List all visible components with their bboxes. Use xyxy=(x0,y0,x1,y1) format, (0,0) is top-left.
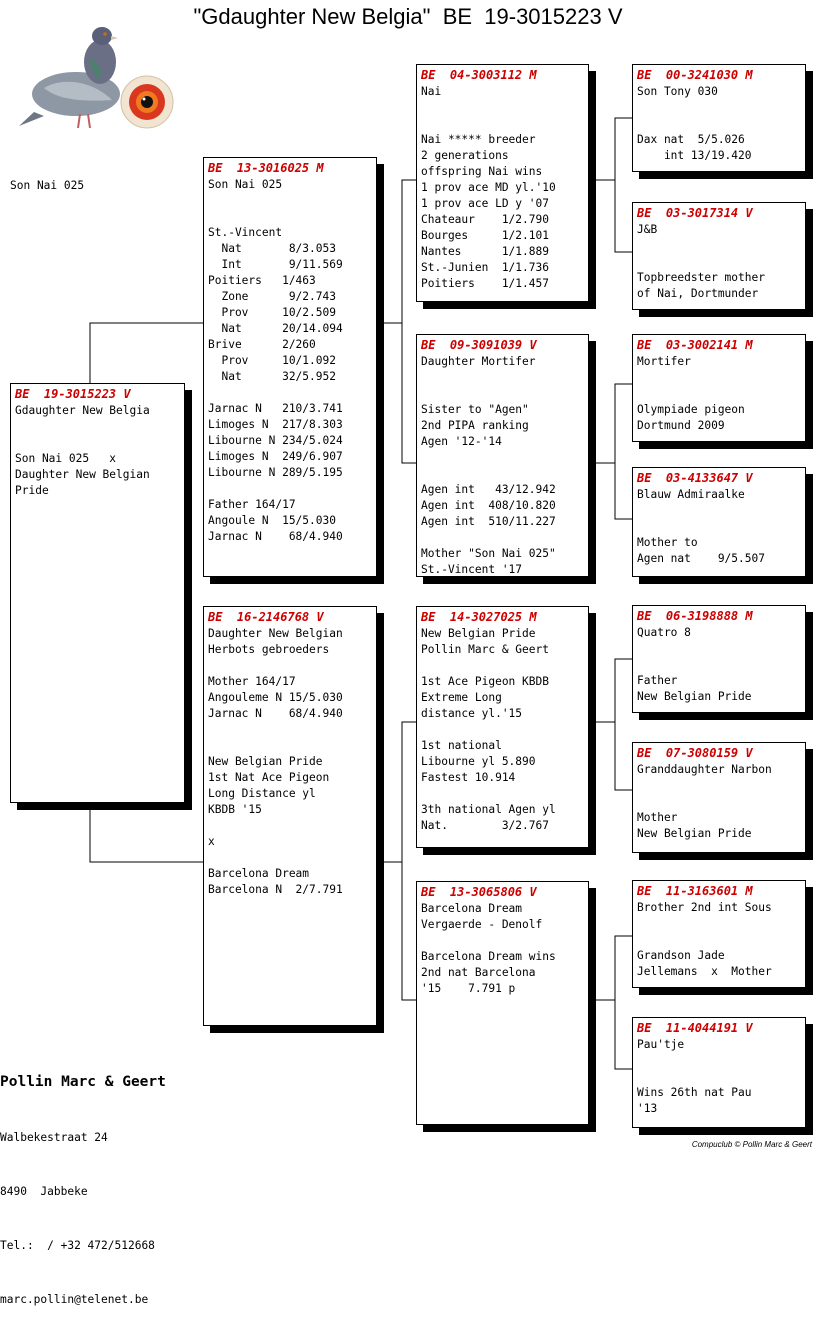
great-grandparent-card-5 xyxy=(632,605,806,713)
ring-number: BE 06-3198888 M xyxy=(637,609,753,623)
card-text: Nai Nai ***** breeder 2 generations offspring Nai wins 1 prov ace MD yl.'10 1 prov ace LD y '07 Chateaur 1/2.790 Bourges 1/2.101 Nantes 1/1.889 St.-Junien 1/1.736 Poitiers 1/1.457 xyxy=(421,85,556,290)
owner-name: Pollin Marc & Geert xyxy=(0,1074,166,1090)
pedigree-subject-card xyxy=(10,383,185,803)
ring-number: BE 03-3017314 V xyxy=(637,206,753,220)
great-grandparent-card-4 xyxy=(632,467,806,577)
ring-number: BE 07-3080159 V xyxy=(637,746,753,760)
owner-email: marc.pollin@telenet.be xyxy=(0,1293,149,1306)
card-text: Blauw Admiraalke Mother to Agen nat 9/5.507 xyxy=(637,488,765,565)
card-text: Son Nai 025 St.-Vincent Nat 8/3.053 Int 9/11.569 Poitiers 1/463 Zone 9/2.743 Prov 10/2.509 Nat 20/14.094 Brive 2/260 Prov 10/1.092 Nat 32/5.952 Jarnac N 210/3.741 Limoges N 217/8.303 Libourne N 234/5.024 Limoges N 249/6.907 Libourne N 289/5.195 Father 164/17 Angoule N 15/5.030 Jarnac N 68/4.940 xyxy=(208,178,343,543)
ring-number: BE 00-3241030 M xyxy=(637,68,753,82)
great-grandparent-card-3 xyxy=(632,334,806,442)
card-text: Daughter New Belgian Herbots gebroeders Mother 164/17 Angouleme N 15/5.030 Jarnac N 68/4.940 New Belgian Pride 1st Nat Ace Pigeon Long Distance yl KBDB '15 x Barcelona Dream Barcelona N 2/7.791 xyxy=(208,627,343,896)
card-text: Mortifer Olympiade pigeon Dortmund 2009 xyxy=(637,355,745,432)
card-text: Pau'tje Wins 26th nat Pau '13 xyxy=(637,1038,752,1115)
ring-number: BE 19-3015223 V xyxy=(15,387,131,401)
great-grandparent-card-7 xyxy=(632,880,806,988)
owner-street: Walbekestraat 24 xyxy=(0,1131,108,1144)
page-title: "Gdaughter New Belgia" BE 19-3015223 V xyxy=(193,4,623,29)
ring-number: BE 09-3091039 V xyxy=(421,338,537,352)
card-text: Brother 2nd int Sous Grandson Jade Jellemans x Mother xyxy=(637,901,772,978)
granddam-maternal-card xyxy=(416,881,589,1125)
great-grandparent-card-6 xyxy=(632,742,806,853)
ring-number: BE 11-4044191 V xyxy=(637,1021,753,1035)
grandsire-paternal-card xyxy=(416,64,589,302)
ring-number: BE 11-3163601 M xyxy=(637,884,753,898)
great-grandparent-card-2 xyxy=(632,202,806,310)
ring-number: BE 13-3065806 V xyxy=(421,885,537,899)
sire-name-note: Son Nai 025 xyxy=(10,179,85,192)
ring-number: BE 16-2146768 V xyxy=(208,610,324,624)
owner-phone: Tel.: / +32 472/512668 xyxy=(0,1239,155,1252)
sire-card xyxy=(203,157,377,577)
grandsire-maternal-card xyxy=(416,606,589,848)
owner-contact-block xyxy=(0,1034,166,1327)
footer-credit: Compuclub © Pollin Marc & Geert xyxy=(691,1140,812,1149)
card-text: Gdaughter New Belgia Son Nai 025 x Daughter New Belgian Pride xyxy=(15,404,150,497)
card-text: Quatro 8 Father New Belgian Pride xyxy=(637,626,752,703)
ring-number: BE 03-3002141 M xyxy=(637,338,753,352)
owner-city: 8490 Jabbeke xyxy=(0,1185,88,1198)
card-text: Barcelona Dream Vergaerde - Denolf Barcelona Dream wins 2nd nat Barcelona '15 7.791 p xyxy=(421,902,556,995)
card-text: New Belgian Pride Pollin Marc & Geert 1st Ace Pigeon KBDB Extreme Long distance yl.'15 1st national Libourne yl 5.890 Fastest 10.914 3th national Agen yl Nat. 3/2.767 xyxy=(421,627,556,832)
granddam-paternal-card xyxy=(416,334,589,577)
ring-number: BE 14-3027025 M xyxy=(421,610,537,624)
great-grandparent-card-8 xyxy=(632,1017,806,1128)
great-grandparent-card-1 xyxy=(632,64,806,172)
ring-number: BE 04-3003112 M xyxy=(421,68,537,82)
card-text: Son Tony 030 Dax nat 5/5.026 int 13/19.420 xyxy=(637,85,752,162)
ring-number: BE 03-4133647 V xyxy=(637,471,753,485)
card-text: J&B Topbreedster mother of Nai, Dortmunder xyxy=(637,223,765,300)
card-text: Granddaughter Narbon Mother New Belgian Pride xyxy=(637,763,772,840)
card-text: Daughter Mortifer Sister to "Agen" 2nd PIPA ranking Agen '12-'14 Agen int 43/12.942 Agen int 408/10.820 Agen int 510/11.227 Mother "Son Nai 025" St.-Vincent '17 xyxy=(421,355,556,576)
ring-number: BE 13-3016025 M xyxy=(208,161,324,175)
dam-card xyxy=(203,606,377,1026)
